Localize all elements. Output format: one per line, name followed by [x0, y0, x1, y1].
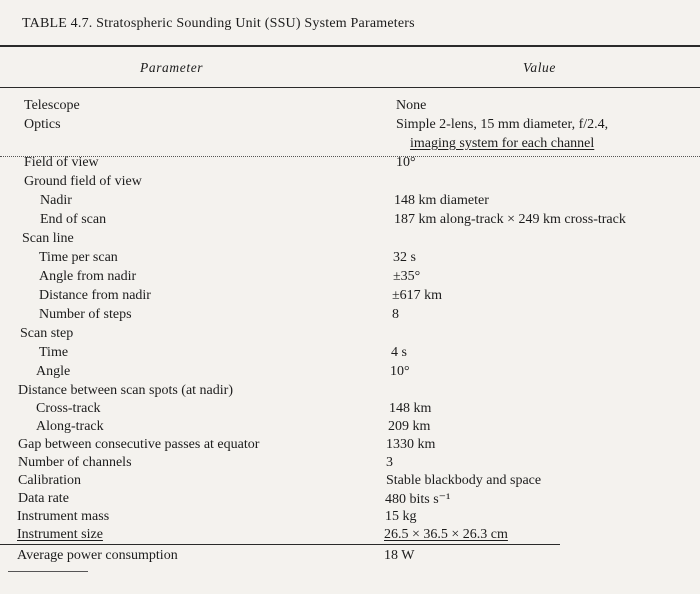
parameter-cell: End of scan — [40, 212, 107, 227]
value-cell: 480 bits s⁻¹ — [385, 492, 451, 507]
table-row — [0, 193, 700, 212]
table-caption: TABLE 4.7. Stratospheric Sounding Unit (SSU) System Parameters — [22, 16, 415, 31]
table-row — [0, 155, 700, 174]
value-cell: 18 W — [384, 548, 415, 563]
parameter-cell: Calibration — [18, 473, 81, 488]
table-row — [0, 473, 700, 492]
table-row — [0, 326, 700, 345]
table-row — [0, 437, 700, 456]
parameter-cell: Instrument size — [17, 527, 103, 542]
footer-rule — [8, 571, 88, 572]
parameter-cell: Scan line — [22, 231, 74, 246]
table-row — [0, 509, 700, 528]
table-row — [0, 136, 700, 155]
value-cell: 10° — [390, 364, 410, 379]
parameter-cell: Distance from nadir — [39, 288, 151, 303]
parameter-cell: Cross-track — [36, 401, 101, 416]
parameter-cell: Angle from nadir — [39, 269, 137, 284]
table-row — [0, 548, 700, 567]
parameter-cell: Nadir — [40, 193, 72, 208]
parameter-cell: Optics — [24, 117, 61, 132]
table-row — [0, 491, 700, 510]
table-row — [0, 345, 700, 364]
parameter-cell: Average power consumption — [17, 548, 178, 563]
value-cell: imaging system for each channel — [410, 136, 595, 151]
table-row — [0, 269, 700, 288]
parameter-cell: Instrument mass — [17, 509, 110, 524]
value-cell: 187 km along-track × 249 km cross-track — [394, 212, 626, 227]
table-row — [0, 288, 700, 307]
table-row — [0, 383, 700, 402]
value-cell: None — [396, 98, 427, 113]
value-cell: 10° — [396, 155, 416, 170]
value-cell: 148 km diameter — [394, 193, 489, 208]
header-rule — [0, 87, 700, 88]
value-cell: ±35° — [393, 269, 421, 284]
value-cell: 26.5 × 36.5 × 26.3 cm — [384, 527, 508, 542]
value-cell: Simple 2-lens, 15 mm diameter, f/2.4, — [396, 117, 609, 132]
value-cell: 32 s — [393, 250, 416, 265]
table-row — [0, 419, 700, 438]
table-row — [0, 307, 700, 326]
parameter-cell: Angle — [36, 364, 71, 379]
table-row — [0, 98, 700, 117]
parameter-cell: Time — [39, 345, 69, 360]
table-row — [0, 364, 700, 383]
table-row — [0, 455, 700, 474]
parameter-cell: Time per scan — [39, 250, 118, 265]
bottom-rule — [0, 544, 560, 545]
table-row — [0, 231, 700, 250]
table-row — [0, 174, 700, 193]
table-row — [0, 250, 700, 269]
table-row — [0, 212, 700, 231]
value-cell: 209 km — [388, 419, 431, 434]
value-cell: Stable blackbody and space — [386, 473, 542, 488]
column-header-value: Value — [523, 60, 556, 75]
value-cell: 8 — [392, 307, 399, 322]
parameter-cell: Data rate — [18, 491, 69, 506]
parameter-cell: Field of view — [24, 155, 99, 170]
value-cell: 15 kg — [385, 509, 417, 524]
table-row — [0, 401, 700, 420]
value-cell: 3 — [386, 455, 393, 470]
parameter-cell: Number of steps — [39, 307, 132, 322]
value-cell: 1330 km — [386, 437, 436, 452]
parameter-cell: Number of channels — [18, 455, 132, 470]
value-cell: ±617 km — [392, 288, 443, 303]
column-header-parameter: Parameter — [140, 60, 204, 75]
top-rule — [0, 45, 700, 47]
parameter-cell: Gap between consecutive passes at equator — [18, 437, 260, 452]
value-cell: 148 km — [389, 401, 432, 416]
parameter-cell: Along-track — [36, 419, 104, 434]
value-cell: 4 s — [391, 345, 407, 360]
parameter-cell: Ground field of view — [24, 174, 142, 189]
table-row — [0, 117, 700, 136]
parameter-cell: Distance between scan spots (at nadir) — [18, 383, 233, 398]
parameter-cell: Telescope — [24, 98, 80, 113]
parameter-cell: Scan step — [20, 326, 74, 341]
